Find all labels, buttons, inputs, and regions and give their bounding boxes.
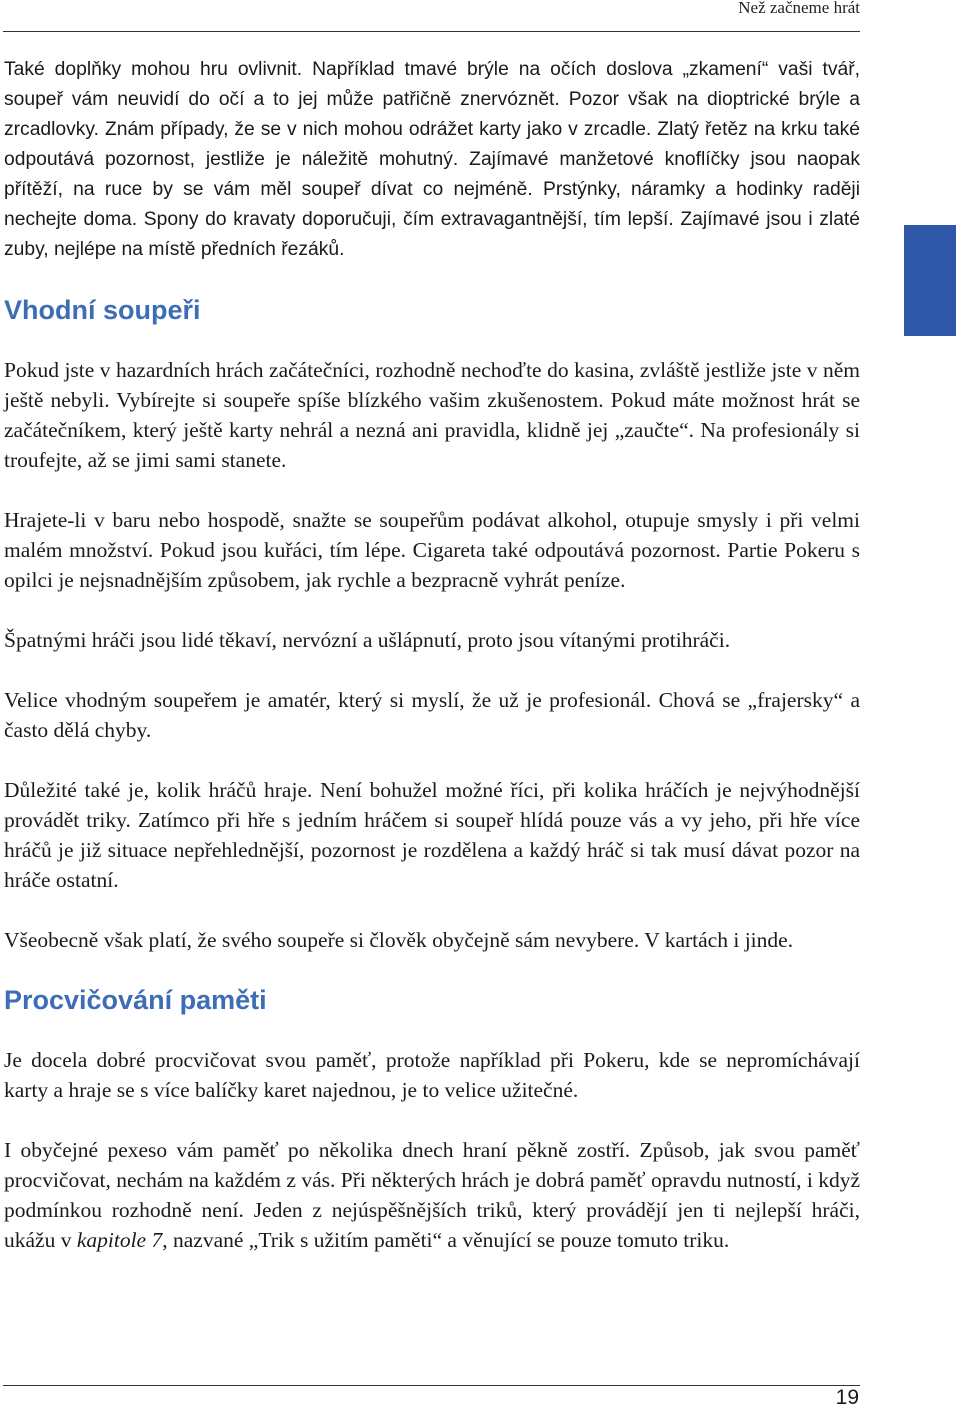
paragraph: Pokud jste v hazardních hrách začátečníci, rozhodně nechoďte do kasina, zvláště jestliže jste v něm ještě nebyli. Vybírejte si soupeře spíše blízkého vašim zkušenostem. Pokud máte možnost hrát se začátečníkem, který ještě karty nehrál a nezná ani pravidla, klidně jej „zaučte“. Na profesionály si troufejte, až se jimi sami stanete. (4, 358, 860, 472)
intro-paragraph: Také doplňky mohou hru ovlivnit. Například tmavé brýle na očích doslova „zkamení“ vaši tvář, soupeř vám neuvidí do očí a to jej může patřičně znervóznět. Pozor však na dioptrické brýle a zrcadlovky. Znám případy, že se v nich mohou odrážet karty jako v zrcadle. Zlatý řetěz na krku také odpoutává pozornost, jestliže je náležitě mohutný. Zajímavé manžetové knoflíčky jsou naopak přítěží, na ruce by se vám měl soupeř dívat co nejméně. Prstýnky, náramky a hodinky raději nechejte doma. Spony do kravaty doporučuji, čím extravagantnější, tím lepší. Zajímavé jsou i zlaté zuby, nejlépe na místě předních řezáků. (4, 59, 860, 260)
text-run: , nazvané „Trik s užitím paměti“ a věnující se pouze tomuto triku. (162, 1228, 730, 1252)
paragraph: Špatnými hráči jsou lidé těkaví, nervózní a ušlápnutí, proto jsou vítanými protihráči. (4, 628, 731, 652)
running-head: Než začneme hrát (738, 0, 860, 17)
paragraph: Hrajete-li v baru nebo hospodě, snažte se soupeřům podávat alkohol, otupuje smysly i při velmi malém množství. Pokud jsou kuřáci, tím lépe. Cigareta také odpoutává pozornost. Partie Pokeru s opilci je nejsnadnějším způsobem, jak rychle a bezpracně vyhrát peníze. (4, 508, 860, 592)
paragraph: Všeobecně však platí, že svého soupeře si člověk obyčejně sám nevybere. V kartách i jinde. (4, 928, 794, 952)
section-heading-opponents: Vhodní soupeři (4, 295, 201, 325)
footer-rule (3, 1385, 860, 1386)
header-rule (3, 31, 860, 32)
text-run: I obyčejné pexeso vám paměť po několika dnech hraní pěkně zostří. Způsob, jak svou paměť procvičovat, nechám na každém z vás. Při některých hrách je dobrá paměť opravdu nutností, i když podmínkou rozhodně není. Jeden z nejúspěšnějších triků, který provádějí jen ti nejlepší hráči, ukážu v (4, 1138, 860, 1252)
paragraph-with-reference (4, 1135, 860, 1255)
section-heading-memory: Procvičování paměti (4, 985, 267, 1015)
paragraph: Velice vhodným soupeřem je amatér, který si myslí, že už je profesionál. Chová se „frajersky“ a často dělá chyby. (4, 688, 860, 742)
page-content (4, 55, 860, 1285)
chapter-reference: kapitole 7 (76, 1228, 163, 1252)
chapter-side-tab (904, 225, 956, 336)
page-number: 19 (835, 1386, 859, 1409)
paragraph: Je docela dobré procvičovat svou paměť, protože například při Pokeru, kde se nepromíchávají karty a hraje se s více balíčky karet najednou, je to velice užitečné. (4, 1048, 860, 1102)
paragraph: Důležité také je, kolik hráčů hraje. Není bohužel možné říci, při kolika hráčích je nejvýhodnější provádět triky. Zatímco při hře s jedním hráčem si soupeř hlídá pouze vás a vy jeho, při hře více hráčů je již situace nepřehlednější, pozornost je rozdělena a každý hráč si tak musí dávat pozor na hráče ostatní. (4, 778, 860, 892)
